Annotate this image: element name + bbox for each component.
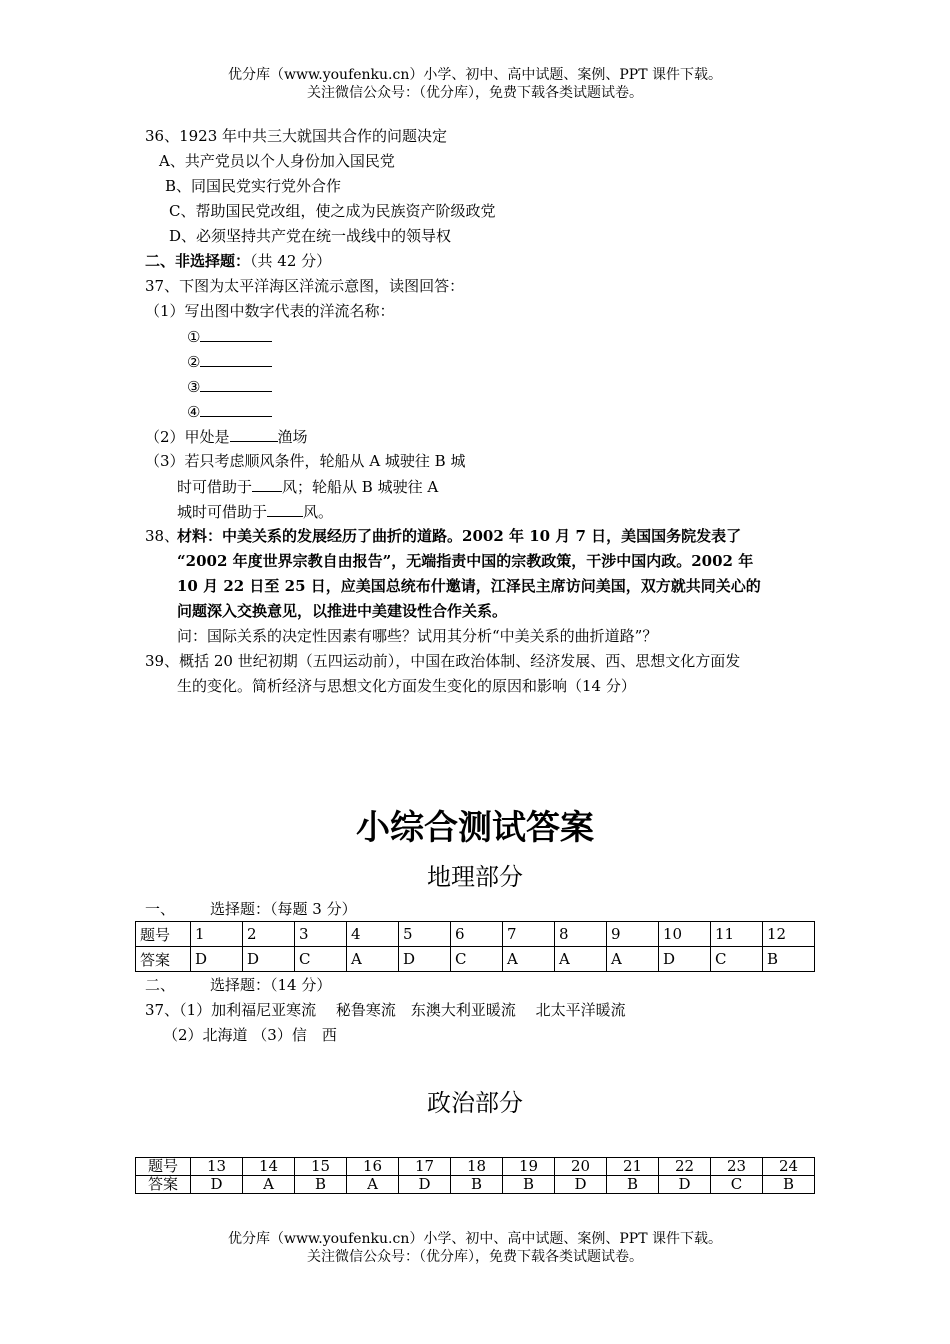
answer-blank	[200, 351, 272, 367]
table-cell: 10	[659, 922, 711, 947]
table-cell: C	[451, 947, 503, 972]
table-cell: 6	[451, 922, 503, 947]
geo-section-title: 地理部分	[427, 863, 523, 891]
table-cell: B	[295, 1176, 347, 1194]
table-cell: B	[503, 1176, 555, 1194]
answer-blank	[230, 426, 278, 442]
answer-blank	[200, 376, 272, 392]
q38-question: 问：国际关系的决定性因素有哪些？试用其分析“中美关系的曲折道路”？	[177, 627, 658, 645]
q37-part1: （1）写出图中数字代表的洋流名称：	[145, 302, 395, 320]
q36-stem: 36、1923 年中共三大就国共合作的问题决定	[145, 127, 448, 145]
table-cell: D	[191, 1176, 243, 1194]
politics-section-title: 政治部分	[427, 1089, 523, 1117]
q37-stem: 37、下图为太平洋海区洋流示意图，读图回答：	[145, 277, 465, 295]
table-cell: 21	[607, 1158, 659, 1176]
page-footer-line2: 关注微信公众号：（优分库），免费下载各类试题试卷。	[307, 1249, 643, 1265]
table-cell: 8	[555, 922, 607, 947]
table-cell: 5	[399, 922, 451, 947]
table-cell: B	[607, 1176, 659, 1194]
table-cell: 11	[711, 922, 763, 947]
table-cell: D	[659, 947, 711, 972]
table-cell: A	[503, 947, 555, 972]
row-label: 题号	[136, 1158, 191, 1176]
table-cell: A	[243, 1176, 295, 1194]
table-cell: 20	[555, 1158, 607, 1176]
geo-sec2-number: 二、	[145, 976, 176, 994]
q37-blank-4	[187, 401, 272, 422]
table-cell: 15	[295, 1158, 347, 1176]
row-label: 答案	[136, 1176, 191, 1194]
table-cell: A	[555, 947, 607, 972]
q39-line2: 生的变化。简析经济与思想文化方面发生变化的原因和影响（14 分）	[177, 677, 636, 695]
table-cell: D	[659, 1176, 711, 1194]
table-cell: 18	[451, 1158, 503, 1176]
answer-blank	[200, 401, 272, 417]
row-label: 答案	[136, 947, 191, 972]
q37-mark-1: ①	[187, 328, 201, 346]
table-cell: 16	[347, 1158, 399, 1176]
geo-sec1-label: 选择题：（每题 3 分）	[210, 900, 357, 918]
q37-mark-4: ④	[187, 403, 201, 421]
q38-number: 38、	[145, 527, 180, 545]
answers-title: 小综合测试答案	[356, 808, 594, 848]
geo-sec2-label: 选择题：（14 分）	[210, 976, 332, 994]
table-cell: 17	[399, 1158, 451, 1176]
q37-part3-line2-pre: 时可借助于	[177, 478, 253, 496]
geo-q37-answer-line2: （2）北海道 （3）信 西	[163, 1026, 337, 1044]
q36-option-d: D、必须坚持共产党在统一战线中的领导权	[169, 227, 452, 245]
table-cell: 24	[763, 1158, 815, 1176]
table-cell: C	[711, 947, 763, 972]
geo-sec1-number: 一、	[145, 900, 176, 918]
table-cell: D	[399, 947, 451, 972]
table-cell: C	[711, 1176, 763, 1194]
table-cell: A	[347, 947, 399, 972]
table-cell: D	[243, 947, 295, 972]
q39-line1: 39、概括 20 世纪初期（五四运动前），中国在政治体制、经济发展、西、思想文化方面发	[145, 652, 741, 670]
table-cell: 23	[711, 1158, 763, 1176]
geo-q37-answer-line1: 37、（1）加利福尼亚寒流 秘鲁寒流 东澳大利亚暖流 北太平洋暖流	[145, 1001, 626, 1019]
q37-part3-line2-post: 风；轮船从 B 城驶往 A	[282, 478, 439, 496]
q37-mark-2: ②	[187, 353, 201, 371]
table-cell: B	[763, 1176, 815, 1194]
table-cell: 14	[243, 1158, 295, 1176]
table-cell: 12	[763, 922, 815, 947]
q37-part2-pre: （2）甲处是	[145, 428, 230, 446]
answer-blank	[252, 476, 282, 492]
q38-material-line3: 10 月 22 日至 25 日，应美国总统布什邀请，江泽民主席访问美国，双方就共同关心的	[177, 577, 761, 595]
table-cell: 9	[607, 922, 659, 947]
table-cell: D	[191, 947, 243, 972]
q37-part2	[145, 426, 308, 447]
q38-material-line2: “2002 年度世界宗教自由报告”，无端指责中国的宗教政策，干涉中国内政。2002 年	[177, 552, 754, 570]
q36-option-a: A、共产党员以个人身份加入国民党	[159, 152, 395, 170]
table-cell: 1	[191, 922, 243, 947]
table-row	[136, 947, 815, 972]
geo-answer-table	[135, 921, 815, 972]
section2-title: 二、非选择题：	[145, 252, 251, 270]
table-cell: 4	[347, 922, 399, 947]
page-footer-line1: 优分库（www.youfenku.cn）小学、初中、高中试题、案例、PPT 课件下载。	[227, 1231, 722, 1247]
q38-material-line1: 材料：中美关系的发展经历了曲折的道路。2002 年 10 月 7 日，美国国务院发表了	[177, 527, 742, 545]
section2-points: （共 42 分）	[250, 252, 332, 270]
table-cell: C	[295, 947, 347, 972]
row-label: 题号	[136, 922, 191, 947]
q37-mark-3: ③	[187, 378, 201, 396]
q36-option-b: B、同国民党实行党外合作	[165, 177, 342, 195]
table-cell: A	[347, 1176, 399, 1194]
table-cell: 22	[659, 1158, 711, 1176]
table-cell: 13	[191, 1158, 243, 1176]
q37-blank-2	[187, 351, 272, 372]
table-cell: 3	[295, 922, 347, 947]
q37-part3-line1: （3）若只考虑顺风条件，轮船从 A 城驶往 B 城	[145, 452, 466, 470]
q37-blank-3	[187, 376, 272, 397]
q37-part3-line2	[177, 476, 438, 497]
table-cell: A	[607, 947, 659, 972]
politics-answer-table	[135, 1157, 815, 1194]
table-cell: 7	[503, 922, 555, 947]
table-cell: B	[451, 1176, 503, 1194]
table-row	[136, 1158, 815, 1176]
table-cell: 2	[243, 922, 295, 947]
q37-part3-line3-post: 风。	[303, 503, 334, 521]
q37-blank-1	[187, 326, 272, 347]
q37-part3-line3	[177, 501, 333, 522]
q37-part3-line3-pre: 城时可借助于	[177, 503, 268, 521]
table-cell: B	[763, 947, 815, 972]
page-header-line2: 关注微信公众号：（优分库），免费下载各类试题试卷。	[307, 85, 643, 101]
answer-blank	[200, 326, 272, 342]
table-cell: 19	[503, 1158, 555, 1176]
section2-heading	[145, 251, 331, 271]
page-header-line1: 优分库（www.youfenku.cn）小学、初中、高中试题、案例、PPT 课件下载。	[227, 67, 722, 83]
table-cell: D	[399, 1176, 451, 1194]
q36-option-c: C、帮助国民党改组，使之成为民族资产阶级政党	[169, 202, 496, 220]
table-row	[136, 1176, 815, 1194]
q38-material-line4: 问题深入交换意见，以推进中美建设性合作关系。	[177, 602, 508, 620]
table-cell: D	[555, 1176, 607, 1194]
table-row	[136, 922, 815, 947]
q37-part2-post: 渔场	[277, 428, 308, 446]
answer-blank	[267, 501, 303, 517]
